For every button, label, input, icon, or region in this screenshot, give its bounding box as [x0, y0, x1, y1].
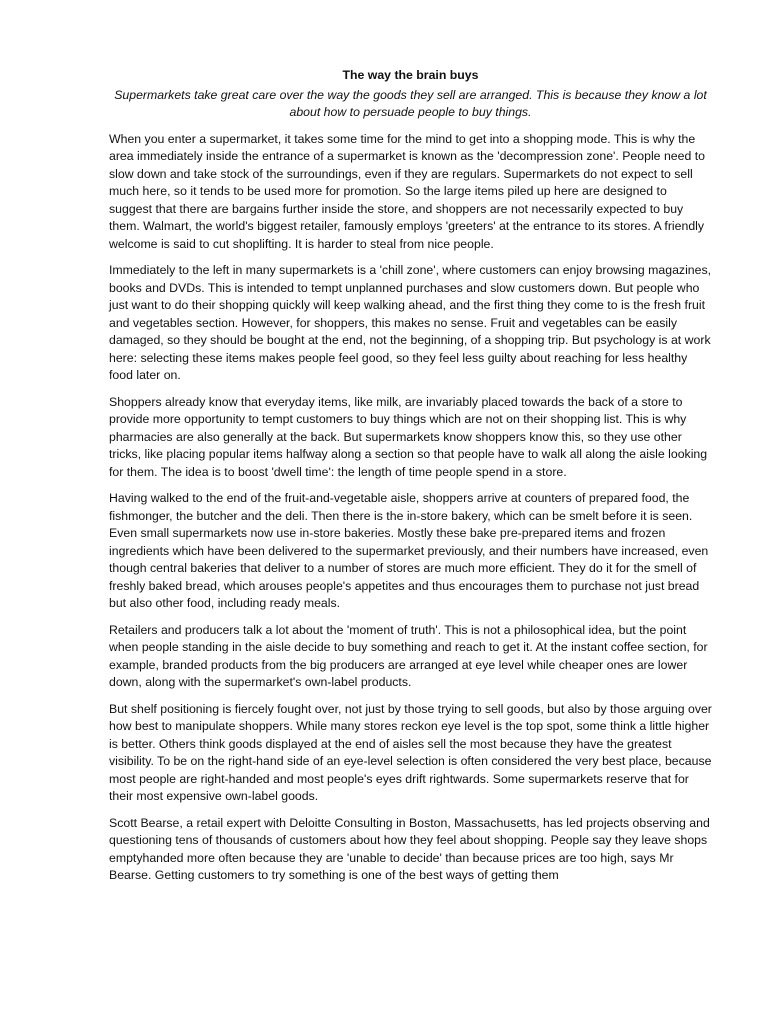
paragraph-4: Having walked to the end of the fruit-and-vegetable aisle, shoppers arrive at counters of prepared food, the fishmonger, the butcher and the deli. Then there is the in-store bakery, which can be smelt before it is seen. Even small supermarkets now use in-store bakeries. Mostly these bake pre-prepared items and frozen ingredients which have been delivered to the supermarket previously, and their numbers have increased, even though central bakeries that deliver to a number of stores are much more efficient. They do it for the smell of freshly baked bread, which arouses people's appetites and thus encourages them to purchase not just bread but also other food, including ready meals.: [109, 491, 709, 610]
paragraph-5: Retailers and producers talk a lot about the 'moment of truth'. This is not a philosophical idea, but the point when people standing in the aisle decide to buy something and reach to get it. At the instant coffee section, for example, branded products from the big producers are arranged at eye level while cheaper ones are lower down, along with the supermarket's own-label products.: [109, 622, 708, 689]
paragraph-2: Immediately to the left in many supermarkets is a 'chill zone', where customers can enjoy browsing magazines, books and DVDs. This is intended to tempt unplanned purchases and slow customers down. But people who just want to do their shopping quickly will keep walking ahead, and the first thing they come to is the fresh fruit and vegetables section. However, for shoppers, this makes no sense. Fruit and vegetables can be easily damaged, so they should be bought at the end, not the beginning, of a shopping trip. But psychology is at work here: selecting these items makes people feel good, so they feel less guilty about reaching for less healthy food later on.: [109, 263, 712, 382]
document-page: [109, 67, 712, 894]
paragraph-6: But shelf positioning is fiercely fought over, not just by those trying to sell goods, but also by those arguing over how best to manipulate shoppers. While many stores reckon eye level is the top spot, some think a little higher is better. Others think goods displayed at the end of aisles sell the most because they have the greatest visibility. To be on the right-hand side of an eye-level selection is often considered the very best place, because most people are right-handed and most people's eyes drift rightwards. Some supermarkets reserve that for their most expensive own-label goods.: [109, 701, 712, 803]
document-title: The way the brain buys: [342, 68, 479, 82]
paragraph-3: Shoppers already know that everyday items, like milk, are invariably placed towards the back of a store to provide more opportunity to tempt customers to buy things which are not on their shopping list. This is why pharmacies are also generally at the back. But supermarkets know shoppers know this, so they use other tricks, like placing popular items halfway along a section so that people have to walk all along the aisle looking for them. The idea is to boost 'dwell time': the length of time people spend in a store.: [109, 394, 708, 479]
paragraph-7: Scott Bearse, a retail expert with Deloitte Consulting in Boston, Massachusetts, has led projects observing and questioning tens of thousands of customers about how they feel about shopping. People say they leave shops emptyhanded more often because they are 'unable to decide' than because prices are too high, says Mr Bearse. Getting customers to try something is one of the best ways of getting them: [109, 815, 710, 882]
document-subtitle: Supermarkets take great care over the way the goods they sell are arranged. This is because they know a lot about how to persuade people to buy things.: [114, 87, 707, 119]
paragraph-1: When you enter a supermarket, it takes some time for the mind to get into a shopping mode. This is why the area immediately inside the entrance of a supermarket is known as the 'decompression zone'. People need to slow down and take stock of the surroundings, even if they are regulars. Supermarkets do not expect to sell much here, so it tends to be used more for promotion. So the large items piled up here are designed to suggest that there are bargains further inside the store, and shoppers are not necessarily expected to buy them. Walmart, the world's biggest retailer, famously employs 'greeters' at the entrance to its stores. A friendly welcome is said to cut shoplifting. It is harder to steal from nice people.: [109, 131, 705, 251]
